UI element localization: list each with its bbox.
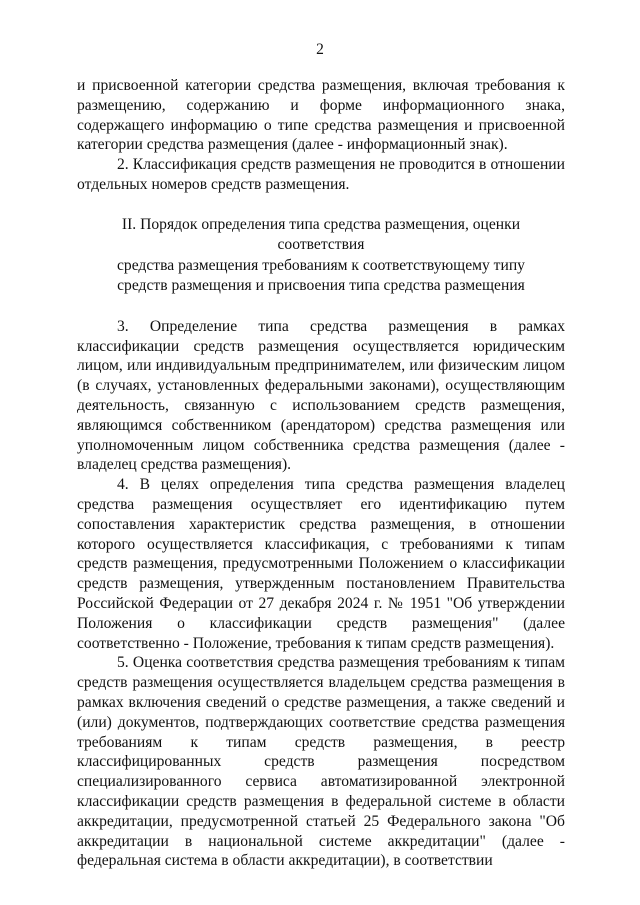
paragraph-4: 4. В целях определения типа средства размещения владелец средства размещения осуществляет его идентификацию путем сопоставления характеристик средства размещения, в отношении которого осуществляется классификация, с требованиями к типам средств размещения, предусмотренными Положением о классификации средств размещения, утвержденным постановлением Правительства Российской Федерации от 27 декабря 2024 г. № 1951 "Об утверждении Положения о классификации средств размещения" (далее соответственно - Положение, требования к типам средств размещения). bbox=[77, 476, 565, 652]
document-body bbox=[77, 76, 565, 871]
paragraph-2: 2. Классификация средств размещения не проводится в отношении отдельных номеров средств размещения. bbox=[77, 156, 565, 193]
section-heading bbox=[77, 215, 565, 297]
paragraph-3: 3. Определение типа средства размещения в рамках классификации средств размещения осуществляется юридическим лицом, или индивидуальным предпринимателем, или физическим лицом (в случаях, установленных федеральными законами), осуществляющим деятельность, связанную с использованием средств размещения, являющимся собственником (арендатором) средства размещения или уполномоченным лицом собственника средства размещения (далее - владелец средства размещения). bbox=[77, 317, 565, 474]
section-heading-line-1: II. Порядок определения типа средства размещения, оценки соответствия bbox=[121, 215, 521, 254]
section-heading-line-2: средства размещения требованиям к соответствующему типу bbox=[117, 256, 525, 274]
section-heading-line-3: средств размещения и присвоения типа средства размещения bbox=[117, 277, 525, 295]
paragraph-continuation: и присвоенной категории средства размещения, включая требования к размещению, содержанию и форме информационного знака, содержащего информацию о типе средства размещения и присвоенной категории средства размещения (далее - информационный знак). bbox=[77, 77, 565, 154]
paragraph-5: 5. Оценка соответствия средства размещения требованиям к типам средств размещения осуществляется владельцем средства размещения в рамках включения сведений о средстве размещения, а также сведений и (или) документов, подтверждающих соответствие средства размещения требованиям к типам средств размещения, в реестр классифицированных средств размещения посредством специализированного сервиса автоматизированной электронной классификации средств размещения в федеральной системе в области аккредитации, предусмотренной статьей 25 Федерального закона "Об аккредитации в национальной системе аккредитации" (далее - федеральная система в области аккредитации), в соответствии bbox=[77, 654, 565, 870]
page-number: 2 bbox=[316, 41, 324, 58]
